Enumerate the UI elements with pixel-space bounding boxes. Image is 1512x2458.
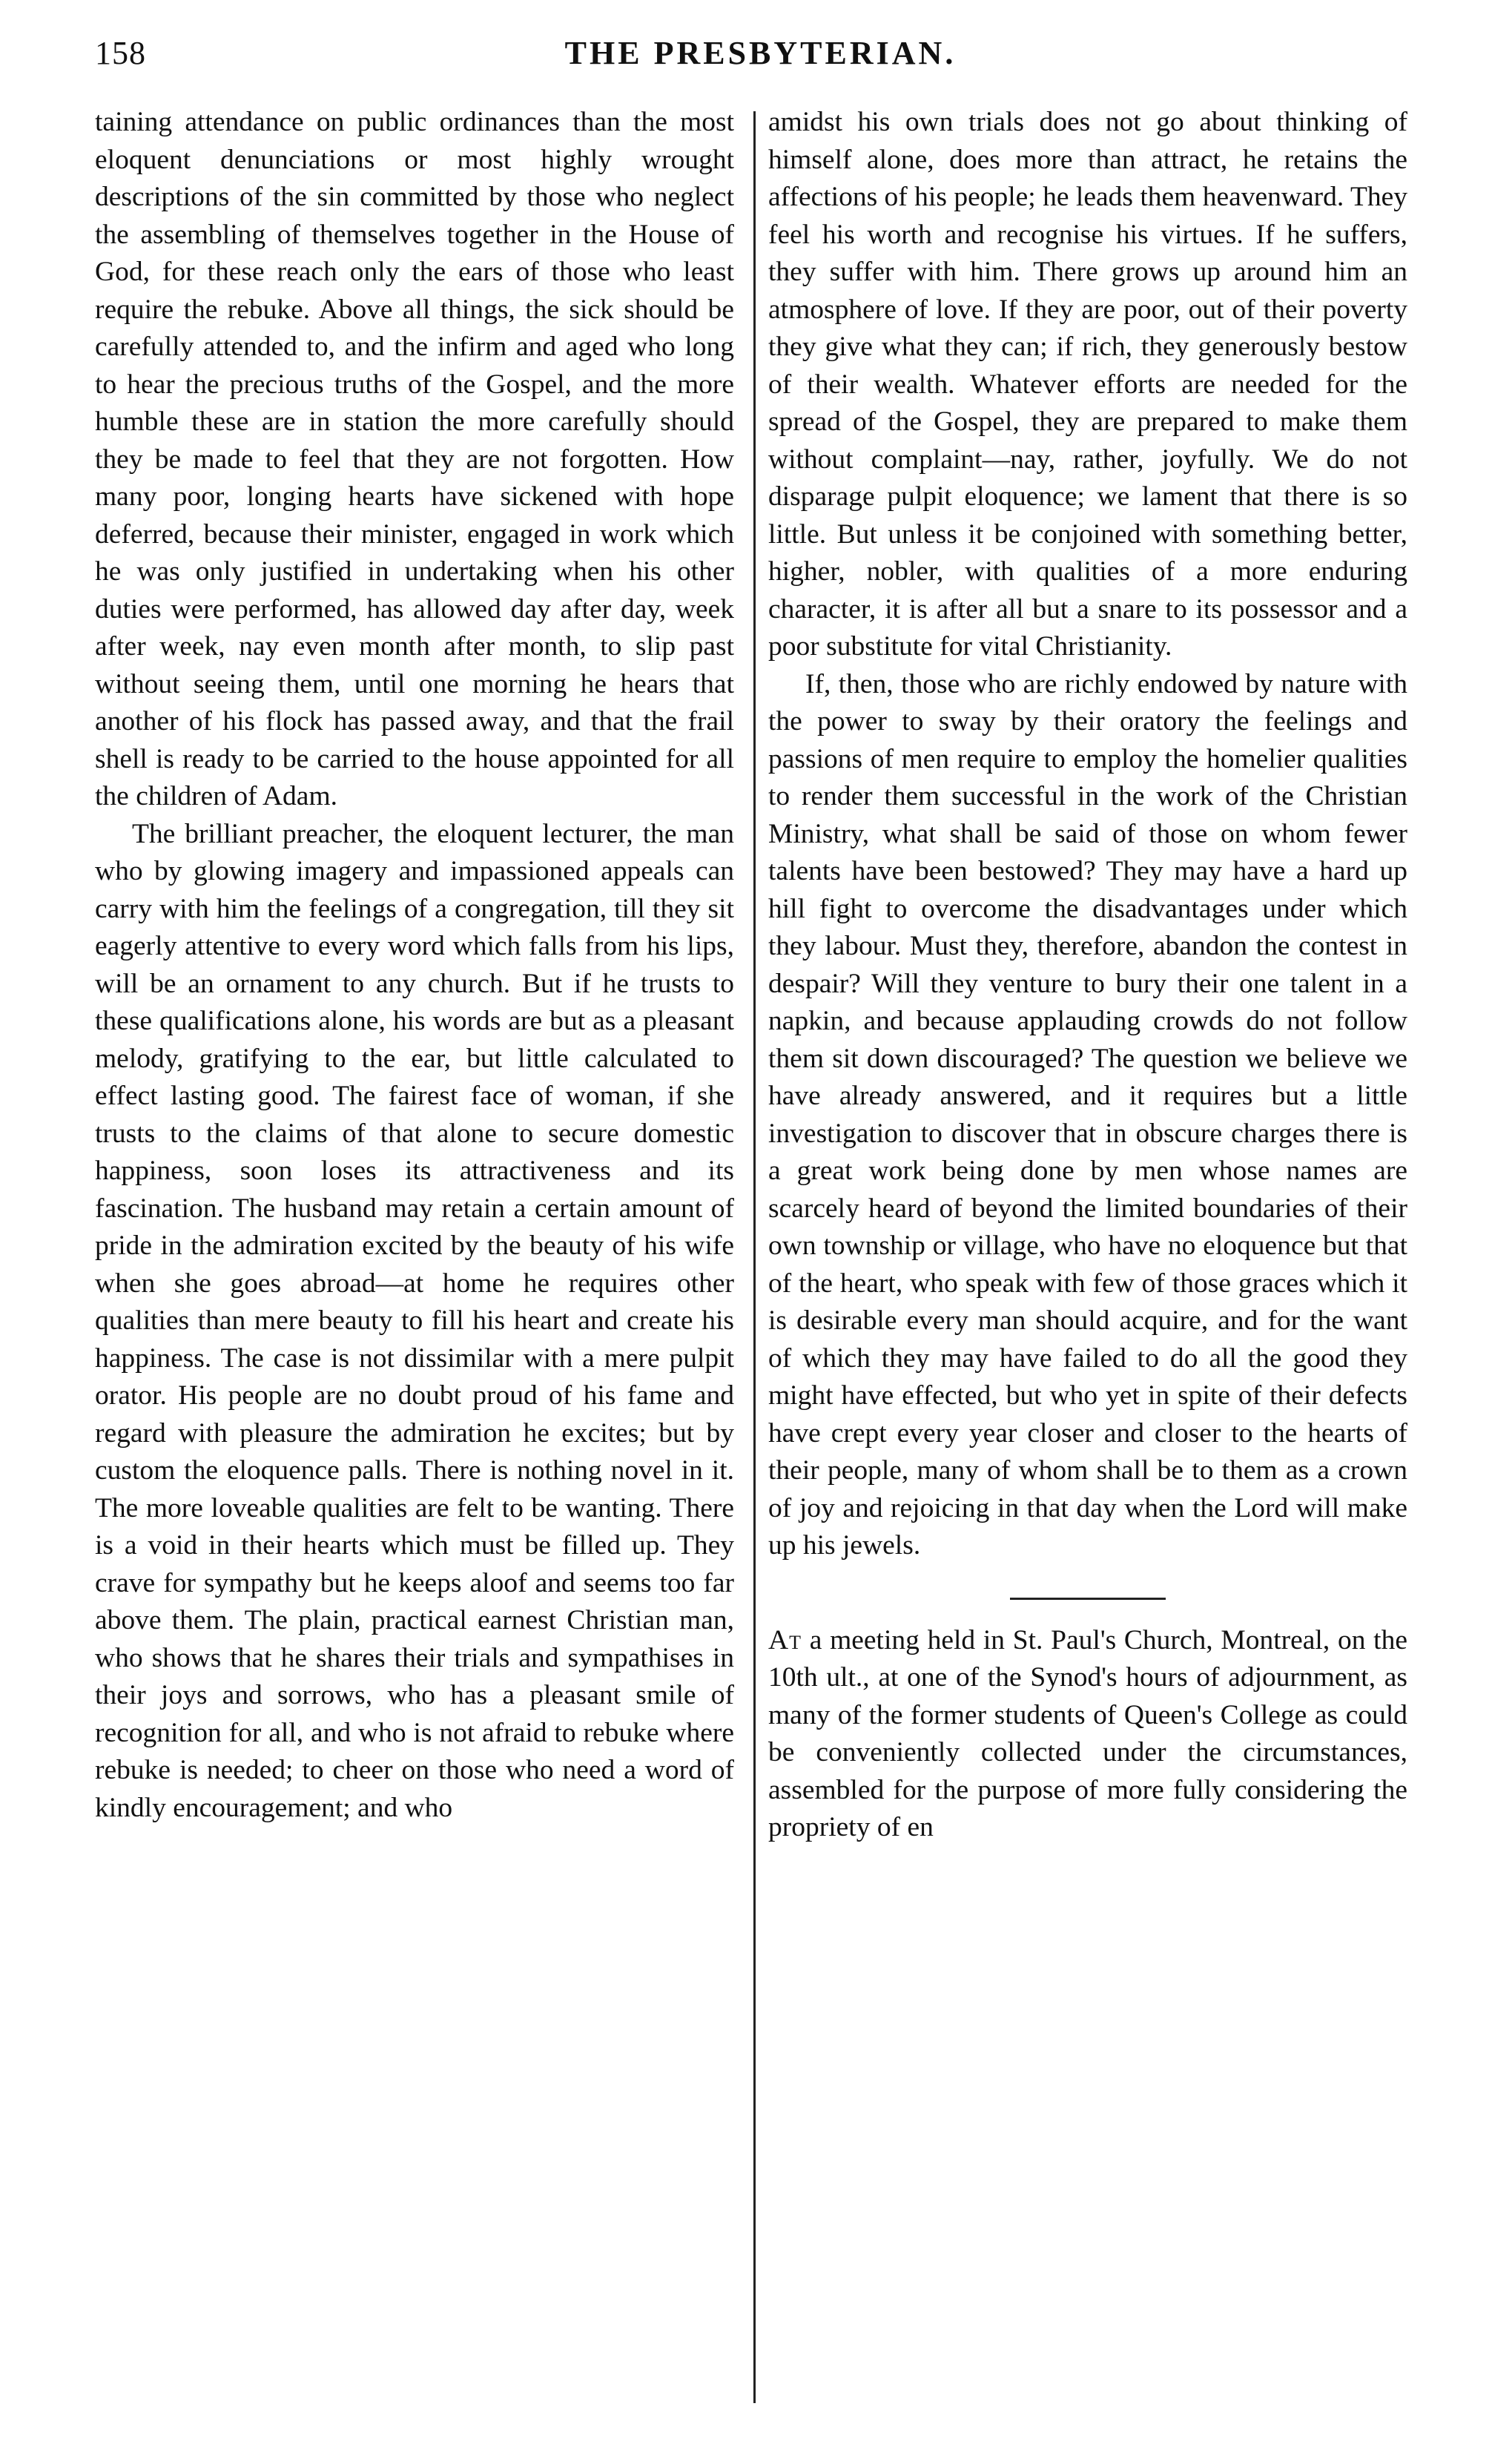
page-number: 158: [95, 35, 146, 71]
column-divider: [753, 111, 756, 2403]
article-separator: [1010, 1598, 1166, 1600]
paragraph-trials: amidst his own trials does not go about thinking of himself alone, does more than attract, he retains the affections of his people; he leads them heavenward. They feel his worth and recognise his virtues. If he suffers, they suffer with him. There grows up around him an atmosphere of love. If they are poor, out of their poverty they give what they can; if rich, they generously bestow of their wealth. Whatever efforts are needed for the spread of the Gospel, they are prepared to make them without complaint—nay, rather, joyfully. We do not disparage pulpit eloquence; we lament that there is so little. But unless it be conjoined with something better, higher, nobler, with qualities of a more enduring character, it is after all but a snare to its possessor and a poor substitute for vital Christianity.: [768, 107, 1407, 662]
article-lead-text: a meeting held in St. Paul's Church, Montreal, on the 10th ult., at one of the Synod's hours of adjournment, as many of the former students of Queen's College as could be conveniently collected under the circumstances, assembled for the purpose of more fully considering the propriety of en: [768, 1624, 1407, 1842]
paragraph-meeting: [768, 1622, 1407, 1847]
paragraph-continuation: taining attendance on public ordinances than the most eloquent denunciations or most highly wrought descriptions of the sin committed by those who neglect the assembling of themselves together in the House of God, for these reach only the ears of those who least require the rebuke. Above all things, the sick should be carefully attended to, and the infirm and aged who long to hear the precious truths of the Gospel, and the more humble these are in station the more carefully should they be made to feel that they are not forgotten. How many poor, longing hearts have sickened with hope deferred, because their minister, engaged in work which he was only justified in undertaking when his other duties were performed, has allowed day after day, week after week, nay even month after month, to slip past without seeing them, until one morning he hears that another of his flock has passed away, and that the frail shell is ready to be carried to the house appointed for all the children of Adam.: [95, 107, 734, 811]
running-title: THE PRESBYTERIAN.: [564, 35, 957, 71]
left-column: [95, 104, 734, 1827]
page-header: [95, 30, 1426, 82]
paragraph-richly-endowed: If, then, those who are richly endowed by nature with the power to sway by their oratory the feelings and passions of men require to employ the homelier qualities to render them successful in the work of the Christian Ministry, what shall be said of those on whom fewer talents have been bestowed? They may have a hard up hill fight to overcome the disadvantages under which they labour. Must they, therefore, abandon the contest in despair? Will they venture to bury their one talent in a napkin, and because applauding crowds do not follow them sit down discouraged? The question we believe we have already answered, and it requires but a little investigation to discover that in obscure charges there is a great work being done by men whose names are scarcely heard of beyond the limited boundaries of their own township or village, who have no eloquence but that of the heart, who speak with few of those graces which it is desirable every man should acquire, and for the want of which they may have failed to do all the good they might have effected, but who yet in spite of their defects have crept every year closer and closer to the hearts of their people, many of whom shall be to them as a crown of joy and rejoicing in that day when the Lord will make up his jewels.: [768, 668, 1407, 1561]
paragraph-brilliant-preacher: The brilliant preacher, the eloquent lecturer, the man who by glowing imagery and impassioned appeals can carry with him the feelings of a congregation, till they sit eagerly attentive to every word which falls from his lips, will be an ornament to any church. But if he trusts to these qualifications alone, his words are but as a pleasant melody, gratifying to the ear, but little calculated to effect lasting good. The fairest face of woman, if she trusts to the claims of that alone to secure domestic happiness, soon loses its attractiveness and its fascination. The husband may retain a certain amount of pride in the admiration excited by the beauty of his wife when she goes abroad—at home he requires other qualities than mere beauty to fill his heart and create his happiness. The case is not dissimilar with a mere pulpit orator. His people are no doubt proud of his fame and regard with pleasure the admiration he excites; but by custom the eloquence palls. There is nothing novel in it. The more loveable qualities are felt to be wanting. There is a void in their hearts which must be filled up. They crave for sympathy but he keeps aloof and seems too far above them. The plain, practical earnest Christian man, who shows that he shares their trials and sympathises in their joys and sorrows, who has a pleasant smile of recognition for all, and who is not afraid to rebuke where rebuke is needed; to cheer on those who need a word of kindly encouragement; and who: [95, 818, 734, 1823]
right-column: [768, 104, 1407, 1847]
article-lead-word: At: [768, 1624, 802, 1655]
